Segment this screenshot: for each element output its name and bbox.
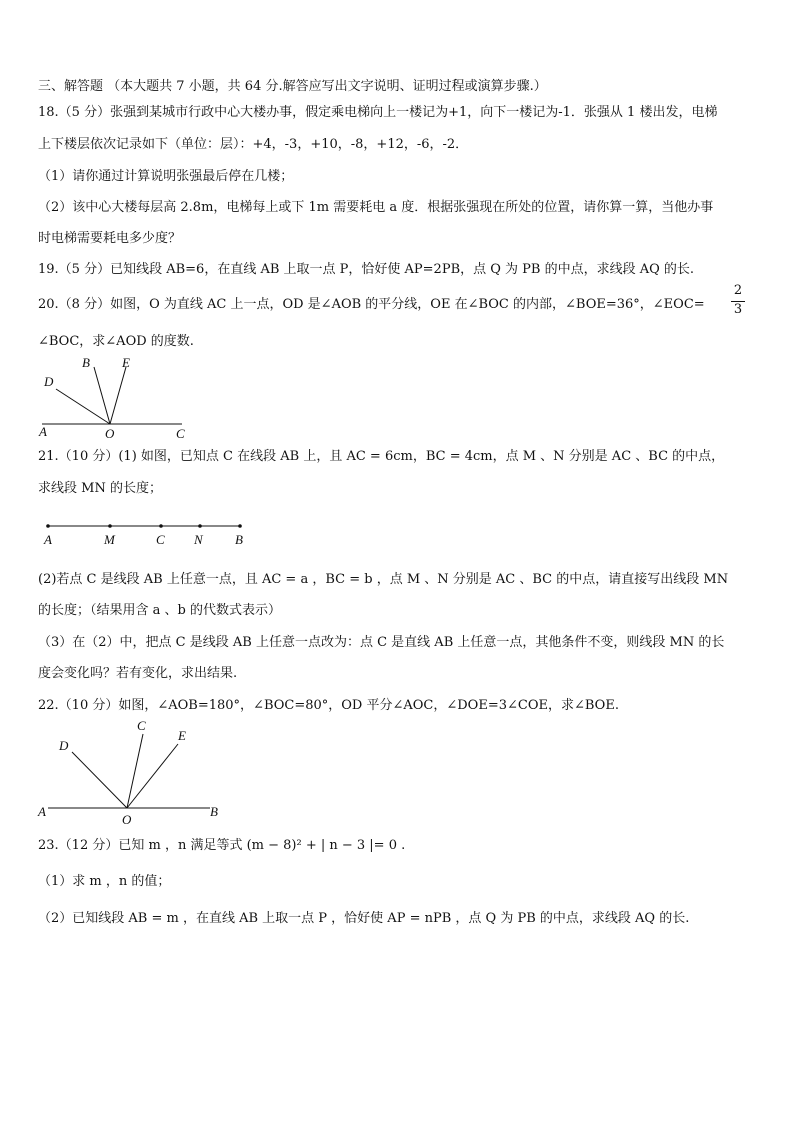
q20-ray-oe <box>110 367 126 424</box>
q21-part3b: 度会变化吗？若有变化，求出结果. <box>38 666 238 681</box>
q21-line2: 求线段 MN 的长度； <box>38 481 162 496</box>
q21-point-a <box>46 524 50 528</box>
q20-label-o: O <box>105 426 115 440</box>
q22-ray-od <box>72 752 127 808</box>
q20-label-d: D <box>44 374 54 389</box>
q21-line1: 21.（10 分）(1) 如图，已知点 C 在线段 AB 上，且 AC = 6cm，BC = 4cm，点 M 、N 分别是 AC 、BC 的中点， <box>38 449 725 464</box>
q20-line2: ∠BOC，求∠AOD 的度数. <box>38 334 194 349</box>
q22-label-d: D <box>59 738 69 753</box>
q21-label-m: M <box>104 532 115 547</box>
q21-point-b <box>238 524 242 528</box>
q21-label-b: B <box>235 532 243 547</box>
q22-ray-oc <box>127 734 143 808</box>
q22-label-b: B <box>210 804 218 819</box>
q20-frac-num: 2 <box>733 283 743 298</box>
q20-diagram <box>30 350 210 440</box>
q18-line2: 上下楼层依次记录如下（单位：层）：+4，-3，+10，-8，+12，-6，-2． <box>38 137 469 152</box>
q18-line1: 18.（5 分）张强到某城市行政中心大楼办事，假定乘电梯向上一楼记为+1，向下一楼记为-1．张强从 1 楼出发，电梯 <box>38 105 718 120</box>
section-header: 三、解答题 （本大题共 7 小题，共 64 分.解答应写出文字说明、证明过程或演算步骤.） <box>38 79 547 94</box>
q21-part3a: （3）在（2）中，把点 C 是线段 AB 上任意一点改为：点 C 是直线 AB 上任意一点，其他条件不变，则线段 MN 的长 <box>38 635 725 650</box>
q18-part1: （1）请你通过计算说明张强最后停在几楼； <box>38 169 294 184</box>
q20-label-b: B <box>82 355 90 370</box>
q22-diagram <box>30 712 230 827</box>
q22-line1: 22.（10 分）如图，∠AOB=180°，∠BOC=80°，OD 平分∠AOC，∠DOE=3∠COE，求∠BOE. <box>38 698 619 713</box>
q22-ray-oe <box>127 744 178 808</box>
q20-frac-bar <box>731 301 745 302</box>
q23-part1: （1）求 m ，n 的值； <box>38 874 171 889</box>
q20-label-c: C <box>176 426 185 440</box>
q21-part2b: 的长度；（结果用含 a 、b 的代数式表示） <box>38 603 281 618</box>
q21-label-n: N <box>194 532 203 547</box>
q21-point-m <box>108 524 112 528</box>
q22-label-e: E <box>178 728 186 743</box>
q23-part2: （2）已知线段 AB = m ，在直线 AB 上取一点 P ，恰好使 AP = nPB ，点 Q 为 PB 的中点，求线段 AQ 的长. <box>38 911 690 926</box>
q20-frac-den: 3 <box>733 302 743 317</box>
q21-part2a: (2)若点 C 是线段 AB 上任意一点，且 AC = a ，BC = b ，点 M 、N 分别是 AC 、BC 的中点，请直接写出线段 MN <box>38 572 729 587</box>
q23-line1: 23.（12 分）已知 m ，n 满足等式 (m − 8)² + | n − 3 |= 0 . <box>38 838 406 853</box>
q22-label-c: C <box>137 718 146 733</box>
q20-label-e: E <box>122 355 130 370</box>
q22-label-o: O <box>122 812 132 827</box>
q20-label-a: A <box>39 424 47 439</box>
q21-label-c: C <box>156 532 165 547</box>
q21-point-c <box>159 524 163 528</box>
q21-diagram <box>36 518 256 548</box>
q21-label-a: A <box>44 532 52 547</box>
q20-fraction <box>731 283 745 317</box>
q21-point-n <box>198 524 202 528</box>
q19-text: 19.（5 分）已知线段 AB=6，在直线 AB 上取一点 P，恰好使 AP=2PB，点 Q 为 PB 的中点，求线段 AQ 的长. <box>38 262 695 277</box>
q18-part2a: （2）该中心大楼每层高 2.8m，电梯每上或下 1m 需要耗电 a 度．根据张强现在所处的位置，请你算一算，当他办事 <box>38 200 714 215</box>
q22-label-a: A <box>38 804 46 819</box>
q18-part2b: 时电梯需要耗电多少度？ <box>38 231 182 246</box>
q20-line1: 20.（8 分）如图，O 为直线 AC 上一点，OD 是∠AOB 的平分线，OE 在∠BOC 的内部，∠BOE=36°，∠EOC= <box>38 297 705 312</box>
